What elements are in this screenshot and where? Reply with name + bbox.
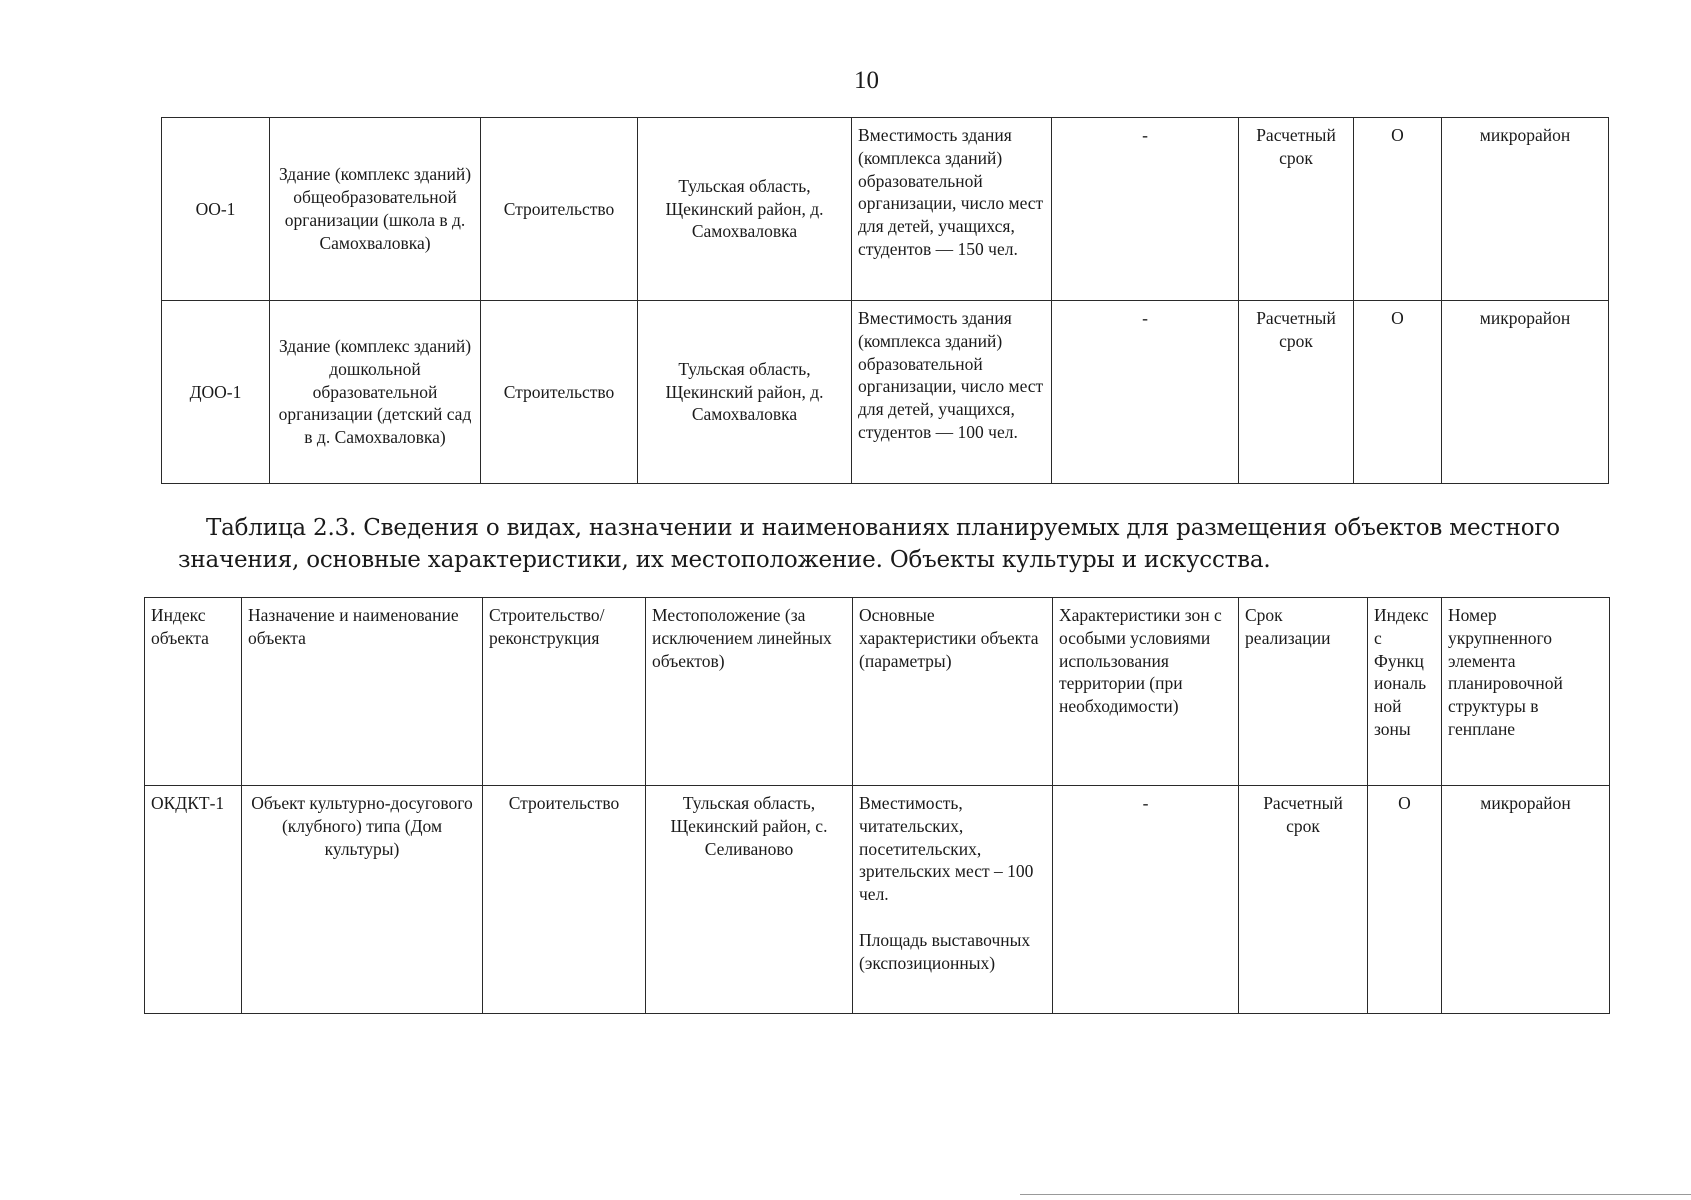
characteristics-cell: Вместимость здания (комплекса зданий) образовательной организации, число мест для детей, учащихся, студентов — 100 чел. — [852, 301, 1052, 484]
object-name-cell: Здание (комплекс зданий) дошкольной образовательной организации (детский сад в д. Самохваловка) — [270, 301, 481, 484]
functional-index-cell: О — [1354, 301, 1442, 484]
structure-element-cell: микрорайон — [1442, 786, 1610, 1014]
table-row — [162, 301, 1609, 484]
construction-type-cell: Строительство — [483, 786, 646, 1014]
header-functional-index: Индекс с Функц иональ ной зоны — [1368, 598, 1442, 786]
header-type: Строительство/ реконструкция — [483, 598, 646, 786]
scan-edge-line — [1020, 1194, 1691, 1195]
construction-type-cell: Строительство — [481, 301, 638, 484]
culture-objects-table — [144, 597, 1610, 1014]
zones-cell: - — [1052, 118, 1239, 301]
header-index: Индекс объекта — [145, 598, 242, 786]
characteristics-cell: Вместимость, читательских, посетительских, зрительских мест – 100 чел. Площадь выставочных (экспозиционных) — [853, 786, 1053, 1014]
object-name-cell: Здание (комплекс зданий) общеобразовательной организации (школа в д. Самохваловка) — [270, 118, 481, 301]
planned-objects-table-continued — [161, 117, 1609, 484]
table-row — [145, 786, 1610, 1014]
header-location: Местоположение (за исключением линейных объектов) — [646, 598, 853, 786]
structure-element-cell: микрорайон — [1442, 301, 1609, 484]
location-cell: Тульская область, Щекинский район, с. Селиваново — [646, 786, 853, 1014]
header-name: Назначение и наименование объекта — [242, 598, 483, 786]
term-cell: Расчетный срок — [1239, 301, 1354, 484]
table-row — [162, 118, 1609, 301]
header-zones: Характеристики зон с особыми условиями использования территории (при необходимости) — [1053, 598, 1239, 786]
page-number: 10 — [854, 67, 879, 94]
location-cell: Тульская область, Щекинский район, д. Самохваловка — [638, 301, 852, 484]
header-term: Срок реализации — [1239, 598, 1368, 786]
header-structure-element: Номер укрупненного элемента планировочной структуры в генплане — [1442, 598, 1610, 786]
characteristics-cell: Вместимость здания (комплекса зданий) образовательной организации, число мест для детей, учащихся, студентов — 150 чел. — [852, 118, 1052, 301]
functional-index-cell: О — [1368, 786, 1442, 1014]
structure-element-cell: микрорайон — [1442, 118, 1609, 301]
term-cell: Расчетный срок — [1239, 786, 1368, 1014]
term-cell: Расчетный срок — [1239, 118, 1354, 301]
object-index-cell: ОКДКТ-1 — [145, 786, 242, 1014]
table-caption: Таблица 2.3. Сведения о видах, назначении и наименованиях планируемых для размещения объектов местного значения, основные характеристики, их местоположение. Объекты культуры и искусства. — [178, 515, 1560, 573]
location-cell: Тульская область, Щекинский район, д. Самохваловка — [638, 118, 852, 301]
zones-cell: - — [1053, 786, 1239, 1014]
object-name-cell: Объект культурно-досугового (клубного) типа (Дом культуры) — [242, 786, 483, 1014]
object-index-cell: ОО-1 — [162, 118, 270, 301]
construction-type-cell: Строительство — [481, 118, 638, 301]
functional-index-cell: О — [1354, 118, 1442, 301]
table-header-row — [145, 598, 1610, 786]
zones-cell: - — [1052, 301, 1239, 484]
header-characteristics: Основные характеристики объекта (параметры) — [853, 598, 1053, 786]
object-index-cell: ДОО-1 — [162, 301, 270, 484]
